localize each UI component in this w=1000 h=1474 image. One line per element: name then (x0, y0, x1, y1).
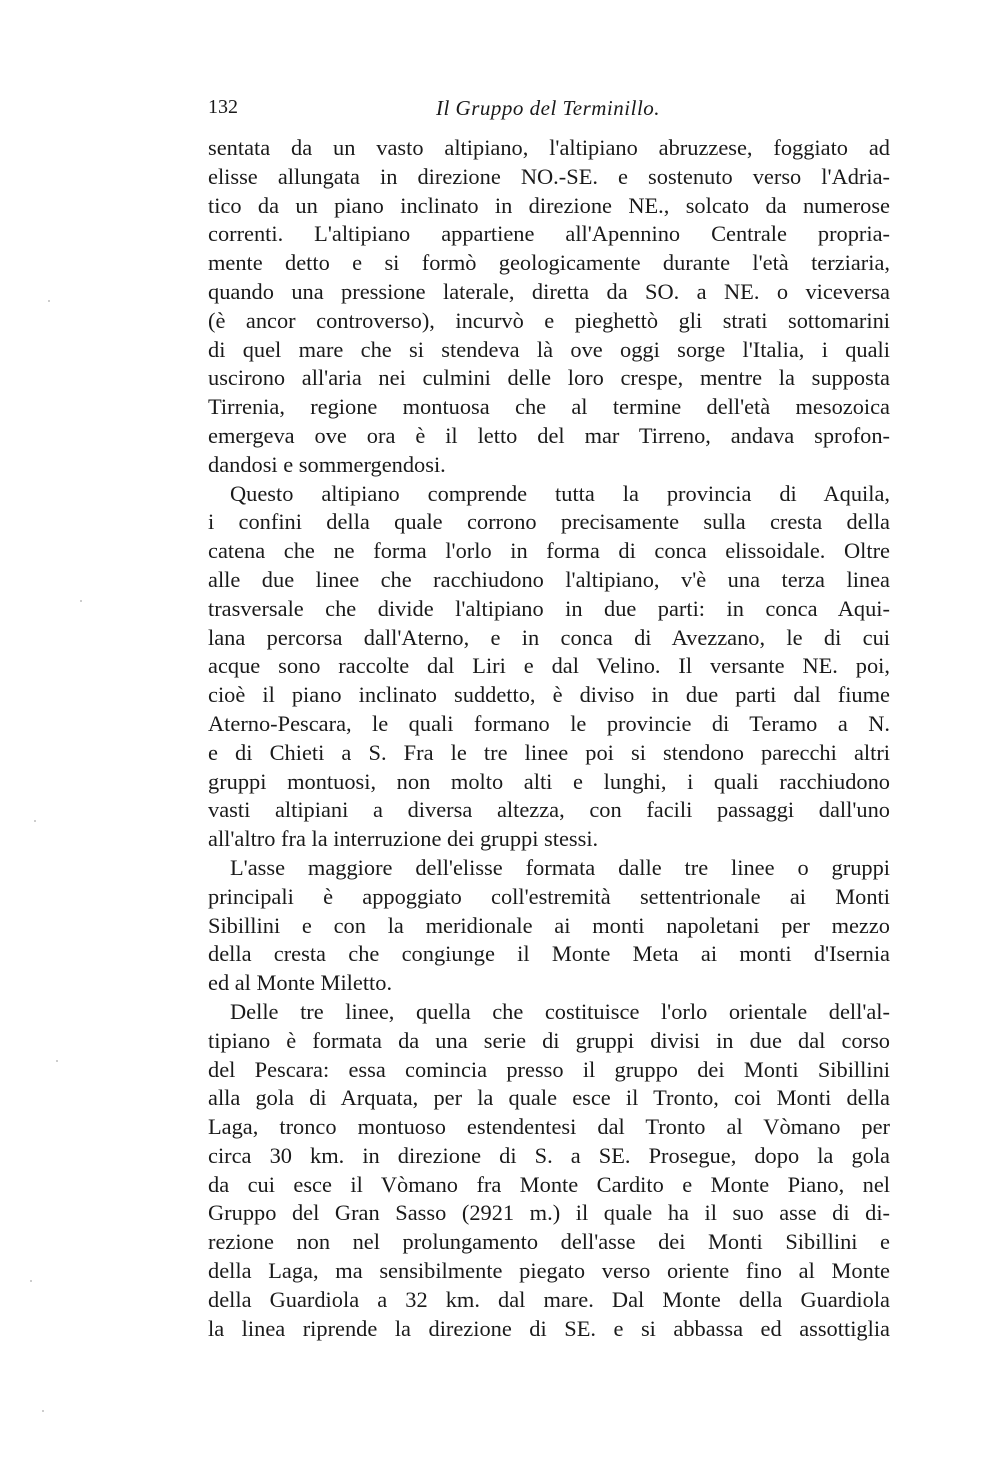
text-line: della Laga, ma sensibilmente piegato verso oriente fino al Monte (208, 1258, 890, 1284)
text-line: (è ancor controverso), incurvò e pieghettò gli strati sottomarini (208, 307, 890, 333)
text-line: rezione non nel prolungamento dell'asse dei Monti Sibillini e (208, 1229, 890, 1255)
scan-speck (34, 820, 36, 822)
text-line: principali è appoggiato coll'estremità settentrionale ai Monti (208, 883, 890, 909)
text-line: i confini della quale corrono precisamente sulla cresta della (208, 509, 890, 535)
text-line: all'altro fra la interruzione dei gruppi stessi. (208, 826, 599, 852)
paragraph-2 (208, 480, 890, 854)
body-text (208, 134, 890, 1343)
page-number: 132 (208, 96, 238, 118)
text-line: tipiano è formata da una serie di gruppi divisi in due dal corso (208, 1027, 890, 1053)
text-line: quando una pressione laterale, diretta da SO. a NE. o viceversa (208, 278, 890, 304)
text-line: dandosi e sommergendosi. (208, 451, 446, 477)
text-line: di quel mare che si stendeva là ove oggi sorge l'Italia, i quali (208, 336, 890, 362)
text-line: alle due linee che racchiudono l'altipiano, v'è una terza linea (208, 566, 890, 592)
running-title: Il Gruppo del Terminillo. (435, 96, 661, 120)
paragraph-1 (208, 134, 890, 480)
text-line: Aterno-Pescara, le quali formano le provincie di Teramo a N. (208, 710, 890, 736)
text-line: catena che ne forma l'orlo in forma di conca elissoidale. Oltre (208, 538, 890, 564)
scan-speck (42, 1410, 44, 1412)
scan-speck (48, 300, 50, 302)
text-line: correnti. L'altipiano appartiene all'Apennino Centrale propria- (208, 221, 890, 247)
text-line: mente detto e si formò geologicamente durante l'età terziaria, (208, 250, 890, 276)
text-line: della Guardiola a 32 km. dal mare. Dal Monte della Guardiola (208, 1286, 890, 1312)
text-line: Questo altipiano comprende tutta la provincia di Aquila, (230, 480, 890, 506)
text-line: Tirrenia, regione montuosa che al termine dell'età mesozoica (208, 394, 890, 420)
scan-speck (80, 600, 82, 602)
text-line: gruppi montuosi, non molto alti e lunghi, i quali racchiudono (208, 768, 890, 794)
text-line: vasti altipiani a diversa altezza, con facili passaggi dall'uno (208, 797, 890, 823)
text-line: ed al Monte Miletto. (208, 970, 393, 996)
text-line: tico da un piano inclinato in direzione NE., solcato da numerose (208, 192, 890, 218)
paragraph-4 (208, 998, 890, 1344)
text-line: elisse allungata in direzione NO.-SE. e sostenuto verso l'Adria- (208, 163, 890, 189)
text-line: uscirono all'aria nei culmini delle loro crespe, mentre la supposta (208, 365, 890, 391)
margin-scan-specks (20, 300, 80, 1450)
text-line: L'asse maggiore dell'elisse formata dalle tre linee o gruppi (230, 854, 890, 880)
text-line: circa 30 km. in direzione di S. a SE. Prosegue, dopo la gola (208, 1142, 890, 1168)
text-line: Sibillini e con la meridionale ai monti napoletani per mezzo (208, 912, 890, 938)
text-line: la linea riprende la direzione di SE. e si abbassa ed assottiglia (208, 1315, 890, 1341)
text-line: e di Chieti a S. Fra le tre linee poi si stendono parecchi altri (208, 739, 890, 765)
running-head (208, 96, 888, 126)
text-line: cioè il piano inclinato suddetto, è diviso in due parti dal fiume (208, 682, 890, 708)
text-line: della cresta che congiunge il Monte Meta ai monti d'Isernia (208, 941, 890, 967)
text-line: del Pescara: essa comincia presso il gruppo dei Monti Sibillini (208, 1056, 890, 1082)
text-line: Delle tre linee, quella che costituisce l'orlo orientale dell'al- (230, 998, 890, 1024)
text-line: alla gola di Arquata, per la quale esce il Tronto, coi Monti della (208, 1085, 890, 1111)
text-line: Gruppo del Gran Sasso (2921 m.) il quale ha il suo asse di di- (208, 1200, 890, 1226)
text-line: acque sono raccolte dal Liri e dal Velino. Il versante NE. poi, (208, 653, 890, 679)
text-line: emergeva ove ora è il letto del mar Tirreno, andava sprofon- (208, 422, 890, 448)
scan-speck (30, 1280, 32, 1282)
text-line: lana percorsa dall'Aterno, e in conca di Avezzano, le di cui (208, 624, 890, 650)
paragraph-3 (208, 854, 890, 998)
scan-speck (56, 1060, 58, 1062)
text-line: trasversale che divide l'altipiano in due parti: in conca Aqui- (208, 595, 890, 621)
text-line: Laga, tronco montuoso estendentesi dal Tronto al Vòmano per (208, 1114, 890, 1140)
text-line: da cui esce il Vòmano fra Monte Cardito e Monte Piano, nel (208, 1171, 890, 1197)
text-line: sentata da un vasto altipiano, l'altipiano abruzzese, foggiato ad (208, 135, 890, 160)
